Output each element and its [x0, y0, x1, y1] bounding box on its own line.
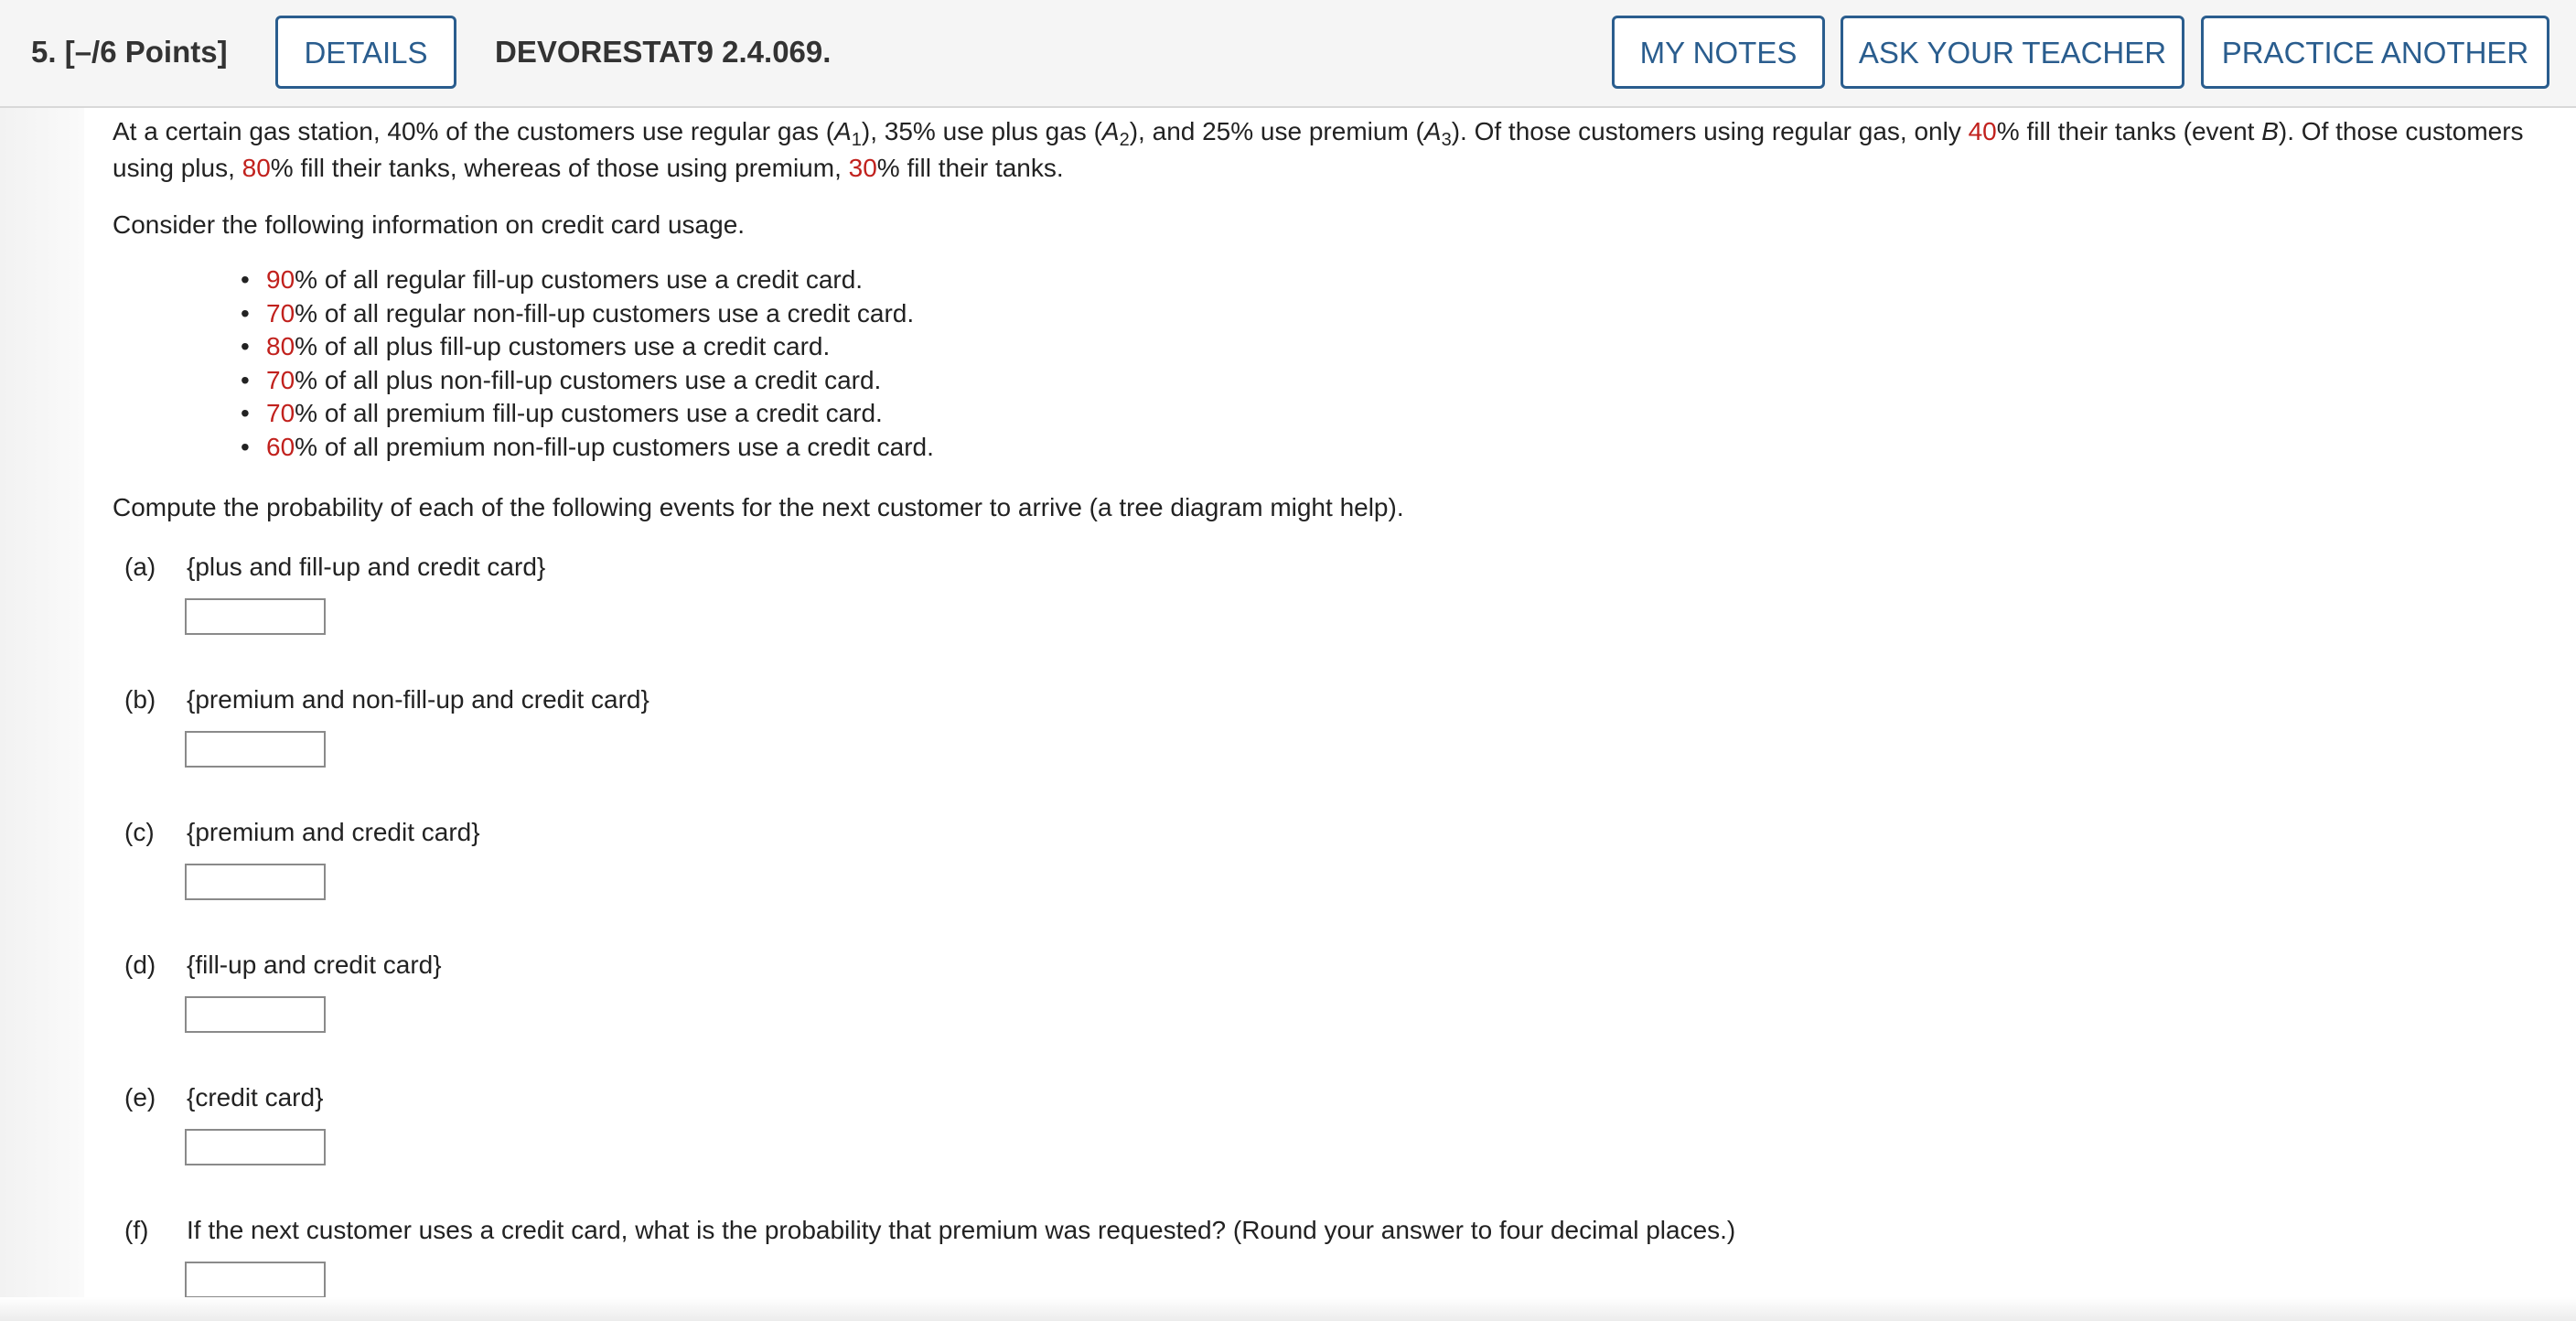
list-item: • 80% of all plus fill-up customers use a credit card.	[241, 332, 831, 360]
answer-input-d[interactable]	[185, 996, 326, 1033]
compute-instructions: Compute the probability of each of the following events for the next customer to arrive (a tree diagram might help).	[113, 493, 1404, 521]
part-b: (b) {premium and non-fill-up and credit card}	[124, 685, 649, 714]
left-gutter	[0, 108, 84, 1321]
part-c: (c) {premium and credit card}	[124, 818, 480, 846]
details-button[interactable]: DETAILS	[275, 16, 456, 89]
consider-text: Consider the following information on credit card usage.	[113, 210, 746, 239]
list-item: • 90% of all regular fill-up customers use a credit card.	[241, 265, 864, 294]
list-item: • 70% of all plus non-fill-up customers use a credit card.	[241, 365, 882, 394]
ask-teacher-button[interactable]: ASK YOUR TEACHER	[1841, 16, 2184, 89]
practice-another-button[interactable]: PRACTICE ANOTHER	[2201, 16, 2549, 89]
list-item: • 60% of all premium non-fill-up customers use a credit card.	[241, 432, 934, 461]
part-d: (d) {fill-up and credit card}	[124, 950, 442, 979]
bottom-edge-shadow	[0, 1297, 2576, 1321]
part-a: (a) {plus and fill-up and credit card}	[124, 553, 546, 581]
part-f: (f) If the next customer uses a credit card, what is the probability that premium was requested? (Round your answer to four decimal places.)	[124, 1216, 1736, 1244]
answer-input-b[interactable]	[185, 731, 326, 768]
answer-input-e[interactable]	[185, 1129, 326, 1165]
list-item: • 70% of all premium fill-up customers use a credit card.	[241, 399, 883, 427]
answer-input-a[interactable]	[185, 598, 326, 635]
problem-code: DEVORESTAT9 2.4.069.	[495, 35, 832, 69]
intro-paragraph: At a certain gas station, 40% of the customers use regular gas $(A_1)$, 35% use plus gas $(A_2)$, and 25% use premium $(A_3)$. Of those customers using regular gas, only 40% fill their tanks (event B). Of those customers using plus, 80% fill their tanks, whereas of those using premium, 30% fill their tanks.	[113, 117, 2524, 182]
question-points: 5. [–/6 Points]	[31, 35, 228, 69]
my-notes-button[interactable]: MY NOTES	[1612, 16, 1825, 89]
list-item: • 70% of all regular non-fill-up customers use a credit card.	[241, 298, 915, 328]
answer-input-f[interactable]	[185, 1262, 326, 1298]
question-text	[113, 113, 2546, 526]
part-e: (e) {credit card}	[124, 1083, 324, 1112]
credit-usage-list	[113, 263, 2546, 464]
question-header	[0, 0, 2576, 108]
answer-input-c[interactable]	[185, 864, 326, 900]
